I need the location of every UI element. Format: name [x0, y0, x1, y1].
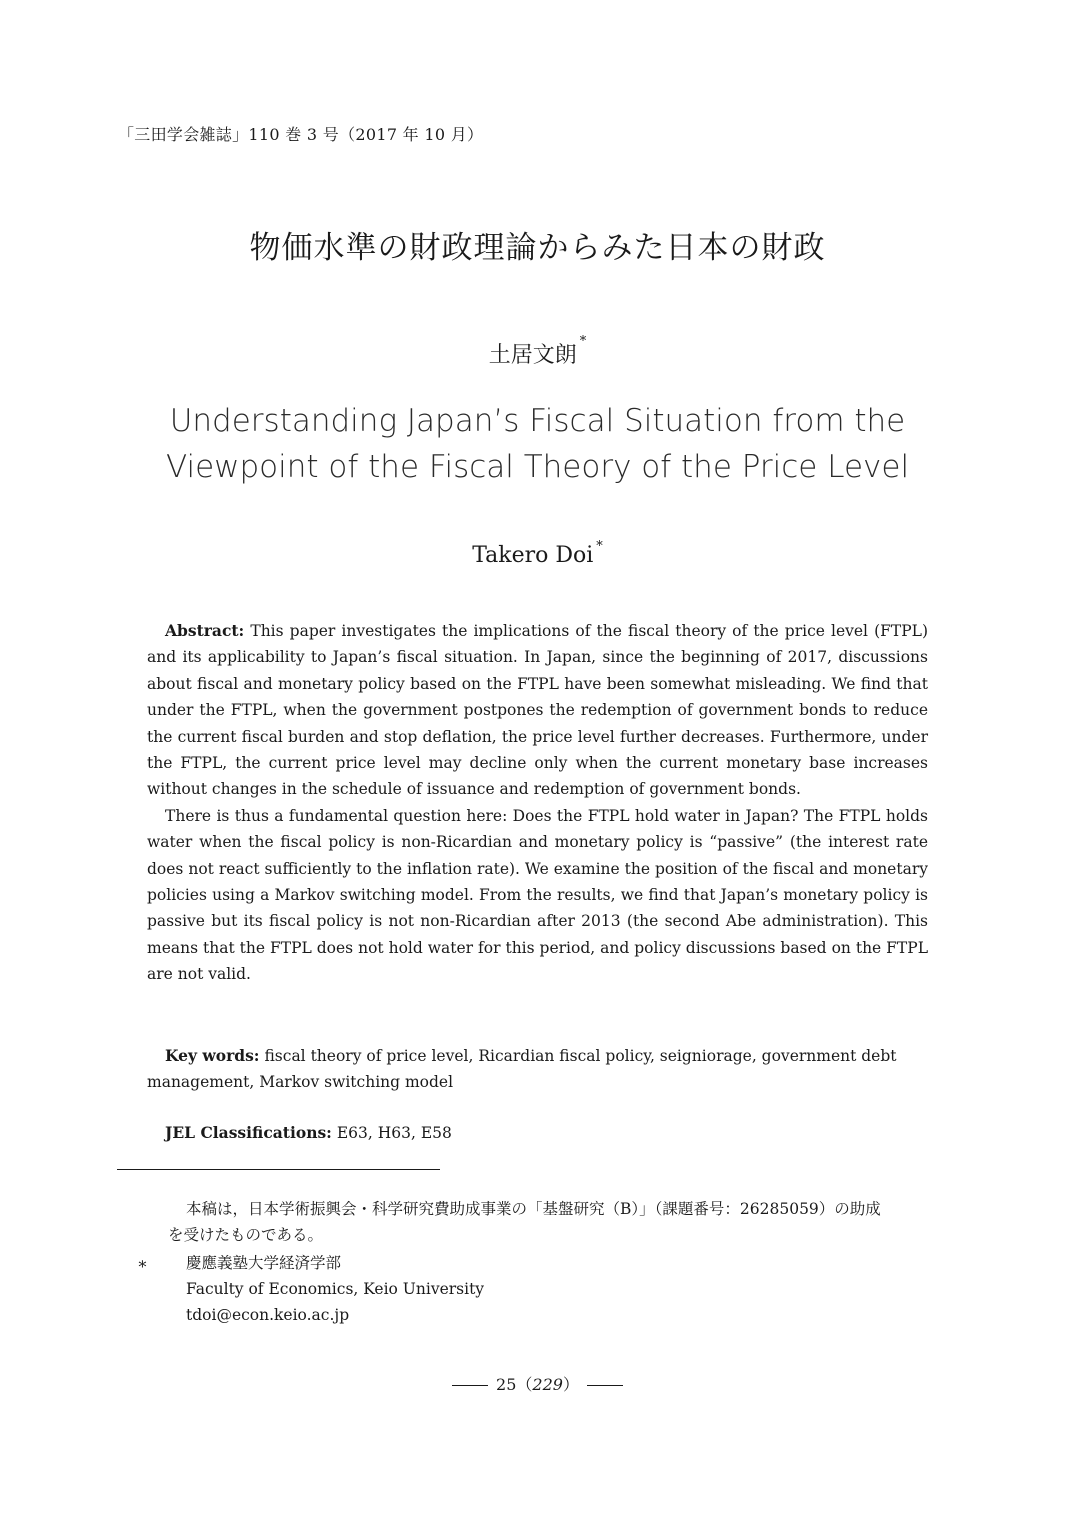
abstract-label: Abstract:: [165, 621, 245, 640]
jel-classifications: [165, 1123, 452, 1142]
jel-label: JEL Classifications:: [165, 1123, 332, 1142]
funding-line-1: 本稿は，日本学術振興会・科学研究費助成事業の「基盤研究（B）」（課題番号：26285059）の助成: [186, 1200, 881, 1218]
page-number-dash-right: [587, 1385, 623, 1386]
footnote-divider: [117, 1169, 440, 1170]
author-english: [0, 539, 1075, 568]
affiliation-japanese: 慶應義塾大学経済学部: [186, 1254, 342, 1272]
author-english-footnote-mark[interactable]: *: [596, 539, 603, 554]
page-number: [0, 1372, 1075, 1395]
author-email[interactable]: tdoi@econ.keio.ac.jp: [186, 1306, 350, 1324]
page-number-paren-close: ）: [562, 1375, 579, 1394]
page-number-total: 229: [532, 1375, 563, 1394]
funding-line-2: を受けたものである。: [168, 1226, 324, 1244]
affiliation-english: Faculty of Economics, Keio University: [186, 1280, 485, 1298]
abstract: [147, 618, 928, 988]
author-japanese-name: 土居文朗: [488, 343, 577, 368]
footnote-funding: [168, 1196, 968, 1248]
jel-codes: E63, H63, E58: [336, 1124, 452, 1142]
abstract-text-1: This paper investigates the implications of the fiscal theory of the price level (FTPL) and its applicability to Japan’s fiscal situation. In Japan, since the beginning of 2017, discussions about fiscal and monetary policy based on the FTPL have been somewhat misleading. We find that under the FTPL, when the government postpones the redemption of government bonds to reduce the current fiscal burden and stop deflation, the price level further decreases. Furthermore, under the FTPL, the current price level may decline only when the current monetary base increases without changes in the schedule of issuance and redemption of government bonds.: [147, 622, 928, 799]
keywords-text: fiscal theory of price level, Ricardian fiscal policy, seigniorage, government debt management, Markov switching model: [147, 1047, 897, 1092]
keywords: [147, 1043, 928, 1096]
author-japanese: [0, 334, 1075, 369]
keywords-label: Key words:: [165, 1046, 260, 1065]
abstract-paragraph-2: There is thus a fundamental question here: Does the FTPL hold water in Japan? The FTPL holds water when the fiscal policy is non-Ricardian and monetary policy is “passive” (the interest rate does not react sufficiently to the inflation rate). We examine the position of the fiscal and monetary policies using a Markov switching model. From the results, we find that Japan’s monetary policy is passive but its fiscal policy is not non-Ricardian after 2013 (the second Abe administration). This means that the FTPL does not hold water for this period, and policy discussions based on the FTPL are not valid.: [147, 806, 928, 984]
journal-header: 「三田学会雑誌」110 巻 3 号（2017 年 10 月）: [118, 125, 484, 144]
abstract-paragraph-1: [147, 618, 928, 803]
title-japanese: 物価水準の財政理論からみた日本の財政: [249, 230, 826, 266]
page-number-dash-left: [452, 1385, 488, 1386]
author-footnote-mark[interactable]: *: [579, 334, 587, 349]
footnote-star: ∗: [137, 1254, 148, 1273]
title-english-line-2: Viewpoint of the Fiscal Theory of the Price Level: [165, 449, 910, 485]
title-english: [0, 398, 1075, 490]
page-number-main: 25: [496, 1375, 517, 1394]
page-number-paren-open: （: [516, 1375, 533, 1394]
footnote-affiliation: [186, 1250, 484, 1328]
author-english-name: Takero Doi: [472, 543, 594, 568]
title-english-line-1: Understanding Japan’s Fiscal Situation from the: [169, 403, 906, 439]
